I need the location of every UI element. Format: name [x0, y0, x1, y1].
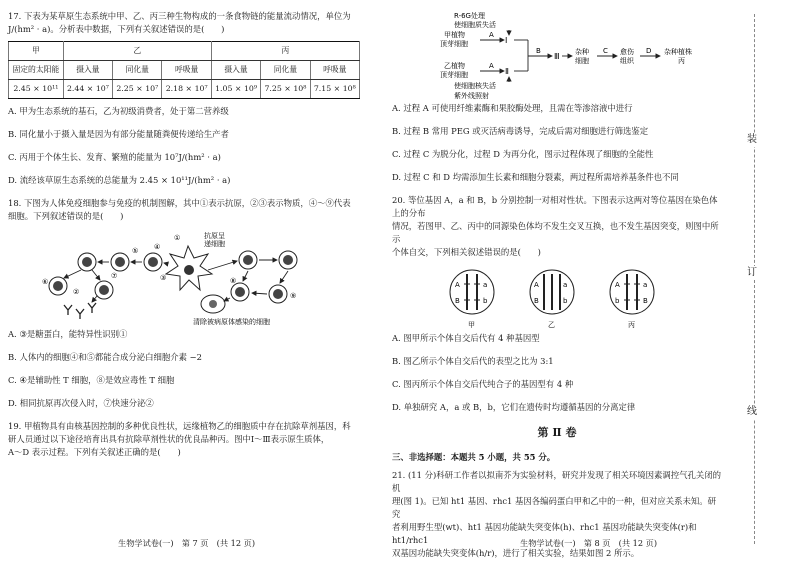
q19-option-c: C. 过程 C 为脱分化，过程 D 为再分化，图示过程体现了细胞的全能性	[392, 149, 654, 160]
section-2-title: 第 Ⅱ 卷	[537, 426, 577, 440]
table-cell: 2.18 × 10⁷	[162, 80, 211, 99]
q19-stem: 19. 甲植物具有由核基因控制的多种优良性状，远缘植物乙的细胞质中存在抗除草剂基因，科 研人员通过以下途径培育出具有抗除草剂性状的优良品种丙。图中Ⅰ～Ⅲ表示原生质体， A～D 表示过程。下列有关叙述正确的是( )	[8, 421, 351, 458]
question-17	[8, 10, 364, 187]
apc-label-2: 递细胞	[204, 240, 225, 249]
svg-text:B: B	[455, 297, 460, 306]
yi-label: 乙植物	[444, 62, 465, 70]
cell-right-2	[279, 251, 297, 269]
jia-label: 甲植物	[444, 31, 465, 39]
antibody-icons	[64, 303, 96, 319]
inactivate-cytoplasm-label: 使细胞质失活	[454, 21, 496, 29]
label-jia: 甲	[468, 321, 475, 330]
table-col-header: 同化量	[113, 61, 162, 80]
cell-left	[78, 253, 96, 271]
table-group-jia: 甲	[9, 42, 64, 61]
label-4: ④	[154, 243, 161, 252]
svg-text:A: A	[534, 281, 539, 290]
hybrid-cell-label: 杂种	[575, 48, 589, 56]
cell-yi	[530, 270, 574, 314]
table-col-header: 摄入量	[211, 61, 260, 80]
cell-bing	[610, 270, 654, 314]
cell-9	[269, 285, 287, 303]
fusion-diagram	[392, 10, 722, 102]
step-c: C	[603, 47, 608, 55]
table-cell: 2.25 × 10⁷	[113, 80, 162, 99]
q17-option-c: C. 丙用于个体生长、发育、繁殖的能量为 10⁷J/(hm² · a)	[8, 152, 221, 163]
cell-right-1	[239, 251, 257, 269]
q18-stem: 18. 下图为人体免疫细胞参与免疫的机制图解，其中①表示抗原，②③表示物质，④～⑨代表 细胞。下列叙述错误的是( )	[8, 198, 351, 222]
q18-option-c: C. ④是辅助性 T 细胞，⑧是效应毒性 T 细胞	[8, 375, 175, 386]
svg-text:a: a	[643, 281, 648, 290]
label-6: ⑥	[42, 278, 49, 287]
label-3: ③	[160, 274, 167, 283]
step-a: A	[489, 31, 494, 39]
table-cell: 2.45 × 10¹¹	[9, 80, 64, 99]
yi-label-2: 顶芽细胞	[440, 71, 468, 79]
inactivate-nucleus-label: 使细胞核失活	[454, 82, 496, 90]
cell-4	[144, 253, 162, 271]
table-cell: 2.44 × 10⁷	[63, 80, 112, 99]
q18-option-d: D. 相同抗原再次侵入时，⑦快速分泌②	[8, 398, 154, 409]
q19-option-d: D. 过程 C 和 D 均需添加生长素和细胞分裂素，两过程所需培养基条件也不同	[392, 172, 679, 183]
table-group-yi: 乙	[63, 42, 211, 61]
table-cell: 7.15 × 10⁸	[310, 80, 359, 99]
table-cell: 1.05 × 10⁹	[211, 80, 260, 99]
svg-text:a: a	[483, 281, 488, 290]
cell-jia	[450, 270, 494, 314]
label-7: ⑦	[111, 272, 118, 281]
binding-margin	[734, 0, 774, 557]
q17-option-a: A. 甲为生态系统的基石，乙为初级消费者，处于第二营养级	[8, 106, 229, 117]
label-bing: 丙	[628, 321, 635, 330]
svg-text:a: a	[563, 281, 568, 290]
svg-text:B: B	[643, 297, 648, 306]
svg-text:A: A	[615, 281, 620, 290]
svg-text:b: b	[483, 297, 488, 306]
chromosome-diagram	[392, 264, 722, 332]
label-yi: 乙	[548, 321, 555, 330]
immune-diagram	[8, 228, 364, 328]
q19-option-b: B. 过程 B 常用 PEG 或灭活病毒诱导，完成后需对细胞进行筛选鉴定	[392, 126, 649, 137]
callus-label: 愈伤	[620, 48, 634, 56]
label-1: ①	[174, 234, 181, 243]
step-b: B	[536, 47, 541, 55]
q20-option-c: C. 图丙所示个体自交后代纯合子的基因型有 4 种	[392, 379, 574, 390]
question-19	[8, 420, 364, 459]
table-col-header: 摄入量	[63, 61, 112, 80]
uv-label: 紫外线照射	[454, 92, 489, 100]
left-page	[8, 10, 364, 464]
q20-stem: 20. 等位基因 A，a 和 B，b 分别控制一对相对性状。下图表示这两对等位基因在染色体上的分布 情况，若图甲、乙、丙中的同源染色体均不发生交叉互换，也不发生基因突变，则图中所示 个体自交，下列相关叙述错误的是( )	[392, 195, 719, 258]
apc-cell	[166, 246, 212, 290]
q19-option-a: A. 过程 A 可使用纤维素酶和果胶酶处理，且需在等渗溶液中进行	[392, 103, 633, 113]
cell-5	[111, 253, 129, 271]
question-18	[8, 197, 364, 410]
svg-text:b: b	[615, 297, 620, 306]
apc-label: 抗原呈	[204, 232, 225, 241]
footer-right: 生物学试卷(一) 第 8 页 (共 12 页)	[520, 538, 658, 548]
right-page	[392, 10, 722, 565]
cell-8	[231, 283, 249, 301]
r6g-label: R-6G处理	[454, 12, 485, 20]
table-col-header: 呼吸量	[162, 61, 211, 80]
protoplast-3: Ⅲ	[554, 52, 560, 61]
protoplast-2: Ⅱ	[505, 67, 509, 76]
q18-option-b: B. 人体内的细胞④和⑤都能合成分泌白细胞介素 −2	[8, 352, 202, 363]
callus-label-2: 组织	[620, 57, 634, 65]
hybrid-plant-label: 杂种植株	[664, 48, 692, 56]
infected-cell	[201, 295, 225, 313]
section-2-heading: 三、非选择题：本题共 5 小题，共 55 分。	[392, 452, 556, 463]
label-5: ⑤	[132, 247, 139, 256]
step-d: D	[646, 47, 652, 55]
footer-left: 生物学试卷(一) 第 7 页 (共 12 页)	[118, 538, 256, 548]
q20-option-d: D. 单独研究 A，a 或 B，b，它们在遗传时均遵循基因的分离定律	[392, 402, 636, 413]
label-8: ⑧	[230, 277, 237, 286]
svg-text:A: A	[455, 281, 460, 290]
q17-option-d: D. 流经该草原生态系统的总能量为 2.45 × 10¹¹J/(hm² · a)	[8, 175, 231, 186]
question-20	[392, 194, 722, 414]
q20-option-b: B. 图乙所示个体自交后代的表型之比为 3:1	[392, 356, 554, 367]
hybrid-cell-label-2: 细胞	[575, 57, 589, 65]
svg-text:b: b	[563, 297, 568, 306]
hybrid-plant-label-2: 丙	[678, 57, 685, 65]
infected-label: 清除被病原体感染的细胞	[193, 318, 270, 327]
q17-option-b: B. 同化量小于摄入量是因为有部分能量随粪便传递给生产者	[8, 129, 229, 140]
table-col-header: 呼吸量	[310, 61, 359, 80]
svg-text:B: B	[534, 297, 539, 306]
binding-char-ding: 订	[747, 267, 757, 278]
q18-option-a: A. ③是糖蛋白，能特异性识别①	[8, 329, 128, 340]
label-2: ②	[73, 288, 80, 297]
cell-7	[95, 281, 113, 299]
q21-text: 21. (11 分)科研工作者以拟南芥为实验材料，研究并发现了相关环境因素调控气孔关闭的机 理(图 1)。已知 ht1 基因、rhc1 基因各编码蛋白甲和乙中的一种，但对应关系未知。研究 者利用野生型(wt)、ht1 基因功能缺失突变体(h)、rhc1 基因功能缺失突变体(r)和ht1/rhc1 双基因功能缺失突变体(h/r)，进行了相关实验，结果如图 2 所示。	[392, 470, 721, 559]
q20-option-a: A. 图甲所示个体自交后代有 4 种基因型	[392, 333, 540, 344]
binding-char-zhuang: 装	[747, 134, 757, 145]
table-col-header: 固定的太阳能	[9, 61, 64, 80]
table-cell: 7.25 × 10⁸	[261, 80, 310, 99]
energy-table	[8, 41, 360, 99]
table-group-bing: 丙	[211, 42, 359, 61]
binding-char-xian: 线	[747, 406, 757, 417]
jia-label-2: 顶芽细胞	[440, 40, 468, 48]
protoplast-1: Ⅰ	[505, 36, 508, 45]
step-a-2: A	[489, 62, 494, 70]
label-9: ⑨	[290, 292, 297, 301]
q17-stem: 17. 下表为某草原生态系统中甲、乙、丙三种生物构成的一条食物链的能量流动情况，单位为 J/(hm² · a)。分析表中数据，下列有关叙述错误的是( )	[8, 11, 351, 35]
cell-6	[49, 277, 67, 295]
table-col-header: 同化量	[261, 61, 310, 80]
